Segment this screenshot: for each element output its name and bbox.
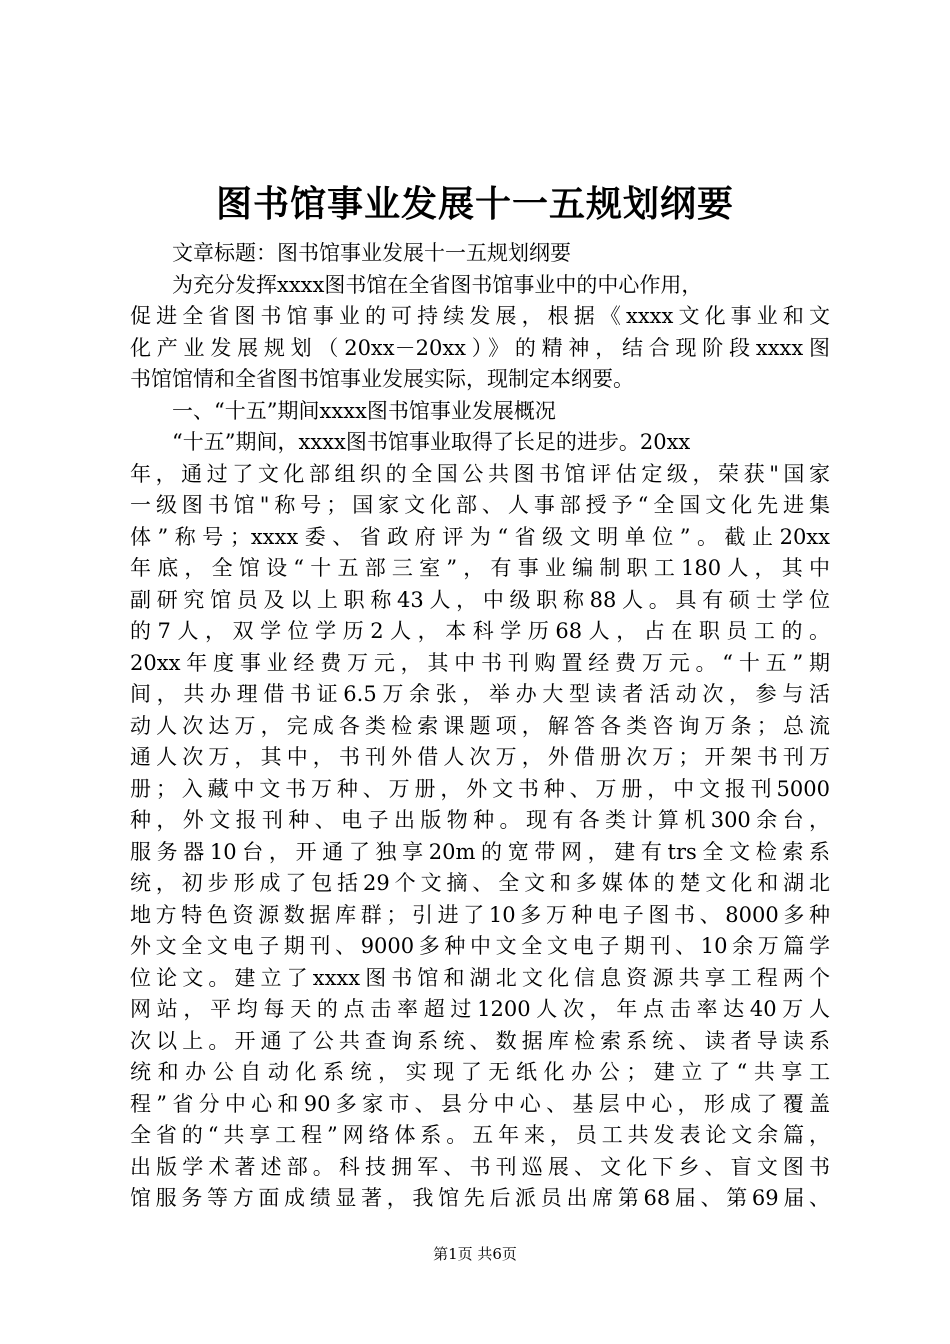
- text-line: 动人次达万，完成各类检索课题项，解答各类咨询万条；总流: [130, 713, 830, 738]
- text-line: 的7人，双学位学历2人，本科学历68人，占在职员工的。: [130, 619, 830, 643]
- text-line: 体”称号；xxxx委、省政府评为“省级文明单位”。截止20xx: [130, 524, 830, 549]
- text-line: 书馆馆情和全省图书馆事业发展实际，现制定本纲要。: [130, 367, 634, 391]
- text-line: 20xx年度事业经费万元，其中书刊购置经费万元。“十五”期: [130, 650, 830, 675]
- document-body: [130, 238, 830, 1215]
- text-line: 册；入藏中文书万种、万册，外文书种、万册，中文报刊5000: [130, 776, 830, 801]
- text-line: 次以上。开通了公共查询系统、数据库检索系统、读者导读系: [130, 1028, 830, 1053]
- section-heading: 一、“十五”期间xxxx图书馆事业发展概况: [172, 398, 556, 423]
- text-line: 地方特色资源数据库群；引进了10多万种电子图书、8000多种: [130, 902, 830, 927]
- text-line: 为充分发挥xxxx图书馆在全省图书馆事业中的中心作用，: [172, 272, 703, 297]
- text-line: 副研究馆员及以上职称43人，中级职称88人。具有硕士学位: [130, 587, 830, 612]
- text-line: 服务器10台，开通了独享20m的宽带网，建有trs全文检索系: [130, 839, 830, 864]
- text-line: 促进全省图书馆事业的可持续发展，根据《xxxx文化事业和文: [130, 304, 830, 328]
- text-line: 年底，全馆设“十五部三室”，有事业编制职工180人，其中: [130, 556, 830, 580]
- text-line: 通人次万，其中，书刊外借人次万，外借册次万；开架书刊万: [130, 745, 830, 769]
- text-line: 间，共办理借书证6.5万余张，举办大型读者活动次，参与活: [130, 682, 830, 706]
- text-line: 位论文。建立了xxxx图书馆和湖北文化信息资源共享工程两个: [130, 965, 830, 990]
- text-line: 程”省分中心和90多家市、县分中心、基层中心，形成了覆盖: [130, 1091, 830, 1116]
- text-line: 文章标题：图书馆事业发展十一五规划纲要: [172, 241, 571, 265]
- document-title: 图书馆事业发展十一五规划纲要: [215, 183, 734, 225]
- text-line: 统，初步形成了包括29个文摘、全文和多媒体的楚文化和湖北: [130, 871, 830, 895]
- text-line: 外文全文电子期刊、9000多种中文全文电子期刊、10余万篇学: [130, 934, 830, 958]
- text-line: 馆服务等方面成绩显著，我馆先后派员出席第68届、第69届、: [130, 1186, 830, 1210]
- text-line: 网站，平均每天的点击率超过1200人次，年点击率达40万人: [130, 997, 830, 1021]
- text-line: 出版学术著述部。科技拥军、书刊巡展、文化下乡、盲文图书: [130, 1154, 830, 1179]
- text-line: 种，外文报刊种、电子出版物种。现有各类计算机300余台，: [130, 808, 830, 832]
- text-line: 全省的“共享工程”网络体系。五年来，员工共发表论文余篇，: [130, 1123, 830, 1147]
- text-line: 统和办公自动化系统，实现了无纸化办公；建立了“共享工: [130, 1060, 830, 1084]
- text-line: 年，通过了文化部组织的全国公共图书馆评估定级，荣获"国家: [130, 461, 830, 486]
- text-line: 一级图书馆"称号；国家文化部、人事部授予“全国文化先进集: [130, 493, 830, 517]
- text-line: 化产业发展规划（20xx－20xx）》的精神，结合现阶段xxxx图: [130, 335, 830, 360]
- page-number-footer: 第1页 共6页: [433, 1245, 517, 1263]
- text-line: “十五”期间，xxxx图书馆事业取得了长足的进步。20xx: [172, 430, 691, 454]
